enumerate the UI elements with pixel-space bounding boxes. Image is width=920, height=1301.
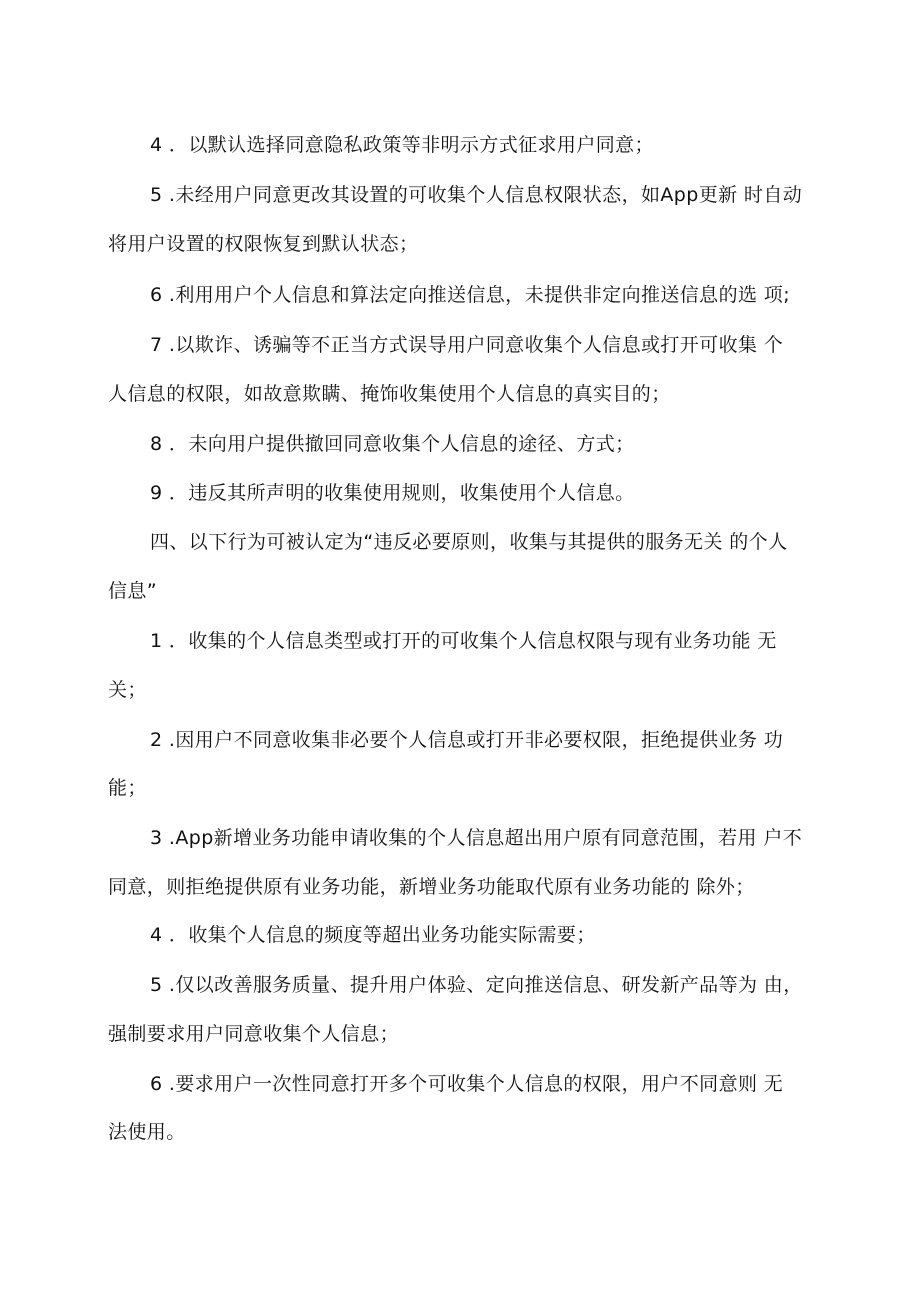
section-4-item-5-continuation: 强制要求用户同意收集个人信息； xyxy=(108,1023,400,1045)
item-7-deception: 7 .以欺诈、诱骗等不正当方式误导用户同意收集个人信息或打开可收集 个 xyxy=(150,334,784,356)
section-4-item-1: 1 ．收集的个人信息类型或打开的可收集个人信息权限与现有业务功能 无 xyxy=(150,630,777,652)
item-5-continuation: 将用户设置的权限恢复到默认状态； xyxy=(108,233,419,255)
section-4-item-1-continuation: 关； xyxy=(108,679,147,701)
section-4-item-4: 4 ．收集个人信息的频度等超出业务功能实际需要； xyxy=(150,924,596,946)
section-4-heading: 四、以下行为可被认定为“违反必要原则，收集与其提供的服务无关 的个人 xyxy=(150,531,788,553)
item-9-violate-rules: 9 ．违反其所声明的收集使用规则，收集使用个人信息。 xyxy=(150,482,635,504)
section-4-item-6: 6 .要求用户一次性同意打开多个可收集个人信息的权限，用户不同意则 无 xyxy=(150,1073,784,1095)
section-4-item-3-continuation: 同意，则拒绝提供原有业务功能，新增业务功能取代原有业务功能的 除外； xyxy=(108,876,755,898)
item-7-continuation: 人信息的权限，如故意欺瞒、掩饰收集使用个人信息的真实目的； xyxy=(108,383,671,405)
item-5-change-permission: 5 .未经用户同意更改其设置的可收集个人信息权限状态，如App更新 时自动 xyxy=(150,184,803,206)
section-4-item-5: 5 .仅以改善服务质量、提升用户体验、定向推送信息、研发新产品等为 由， xyxy=(150,974,803,996)
item-8-withdraw-consent: 8 ．未向用户提供撤回同意收集个人信息的途径、方式； xyxy=(150,433,635,455)
section-4-item-2: 2 .因用户不同意收集非必要个人信息或打开非必要权限，拒绝提供业务 功 xyxy=(150,729,784,751)
item-4-default-consent: 4 ．以默认选择同意隐私政策等非明示方式征求用户同意； xyxy=(150,134,654,156)
section-4-heading-continuation: 信息” xyxy=(108,580,158,602)
item-6-targeted-push: 6 .利用用户个人信息和算法定向推送信息，未提供非定向推送信息的选 项; xyxy=(150,284,791,306)
section-4-item-6-continuation: 法使用。 xyxy=(108,1121,186,1143)
section-4-item-2-continuation: 能； xyxy=(108,777,147,799)
section-4-item-3: 3 .App新增业务功能申请收集的个人信息超出用户原有同意范围，若用 户不 xyxy=(150,827,803,849)
